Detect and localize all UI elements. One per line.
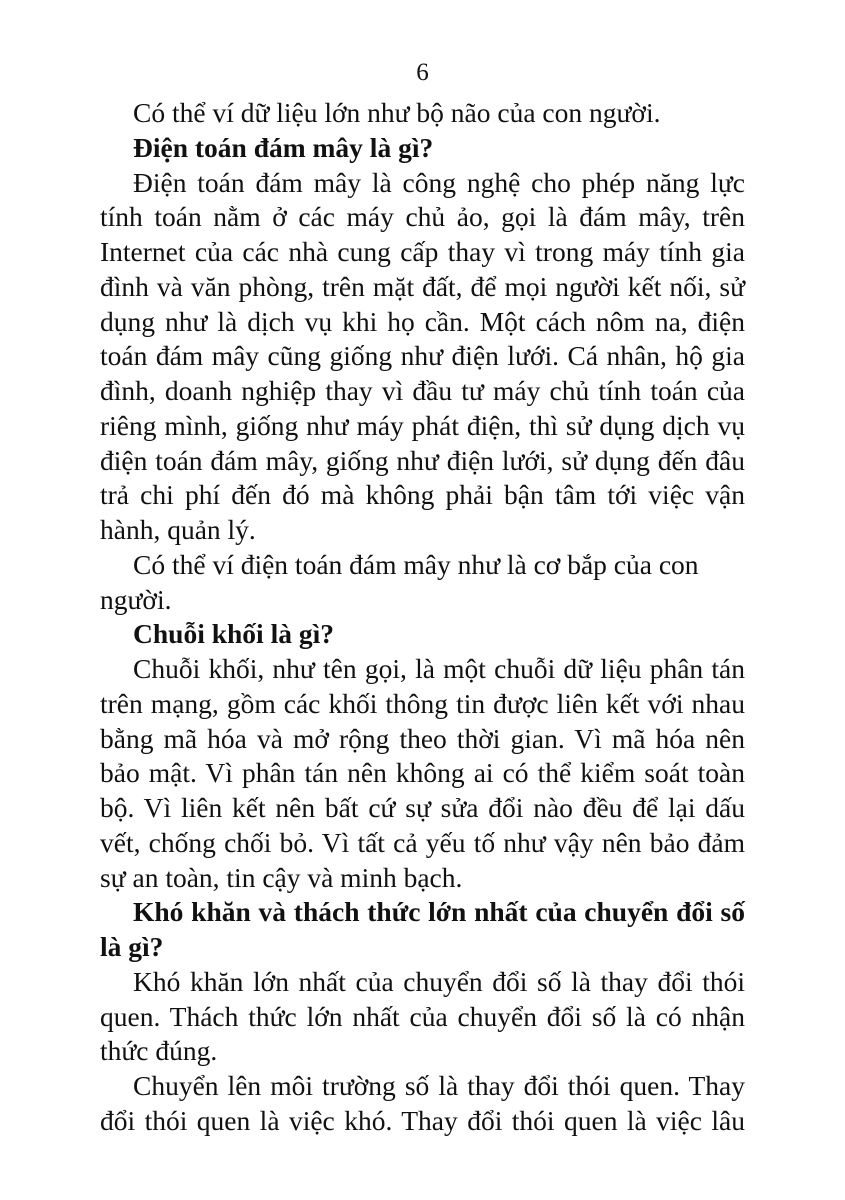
paragraph-cloud-computing: Điện toán đám mây là công nghệ cho phép năng lực tính toán nằm ở các máy chủ ảo, gọi là đám mây, trên Internet của các nhà cung cấp thay vì trong máy tính gia đình và văn phòng, trên mặt đất, để mọi người kết nối, sử dụng như là dịch vụ khi họ cần. Một cách nôm na, điện toán đám mây cũng giống như điện lưới. Cá nhân, hộ gia đình, doanh nghiệp thay vì đầu tư máy chủ tính toán của riêng mình, giống như máy phát điện, thì sử dụng dịch vụ điện toán đám mây, giống như điện lưới, sử dụng đến đâu trả chi phí đến đó mà không phải bận tâm tới việc vận hành, quản lý.	[100, 166, 745, 545]
heading-blockchain: Chuỗi khối là gì?	[133, 618, 334, 650]
heading-cloud-computing: Điện toán đám mây là gì?	[133, 131, 434, 163]
paragraph-blockchain: Chuỗi khối, như tên gọi, là một chuỗi dữ liệu phân tán trên mạng, gồm các khối thông tin được liên kết với nhau bằng mã hóa và mở rộng theo thời gian. Vì mã hóa nên bảo mật. Vì phân tán nên không ai có thể kiểm soát toàn bộ. Vì liên kết nên bất cứ sự sửa đổi nào đều để lại dấu vết, chống chối bỏ. Vì tất cả yếu tố như vậy nên bảo đảm sự an toàn, tin cậy và minh bạch.	[100, 653, 745, 893]
paragraph-big-data-analogy: Có thể ví dữ liệu lớn như bộ não của con người.	[133, 97, 661, 128]
heading-challenges: Khó khăn và thách thức lớn nhất của chuyển đổi số là gì?	[100, 896, 745, 962]
page-number: 6	[416, 59, 429, 86]
body-text	[100, 96, 745, 1139]
paragraph-cloud-analogy: Có thể ví điện toán đám mây như là cơ bắp của con người.	[100, 548, 699, 615]
paragraph-challenges: Khó khăn lớn nhất của chuyển đổi số là thay đổi thói quen. Thách thức lớn nhất của chuyển đổi số là có nhận thức đúng.	[100, 965, 745, 1067]
paragraph-habits: Chuyển lên môi trường số là thay đổi thói quen. Thay đổi thói quen là việc khó. Thay đổi thói quen là việc lâu	[100, 1070, 745, 1136]
